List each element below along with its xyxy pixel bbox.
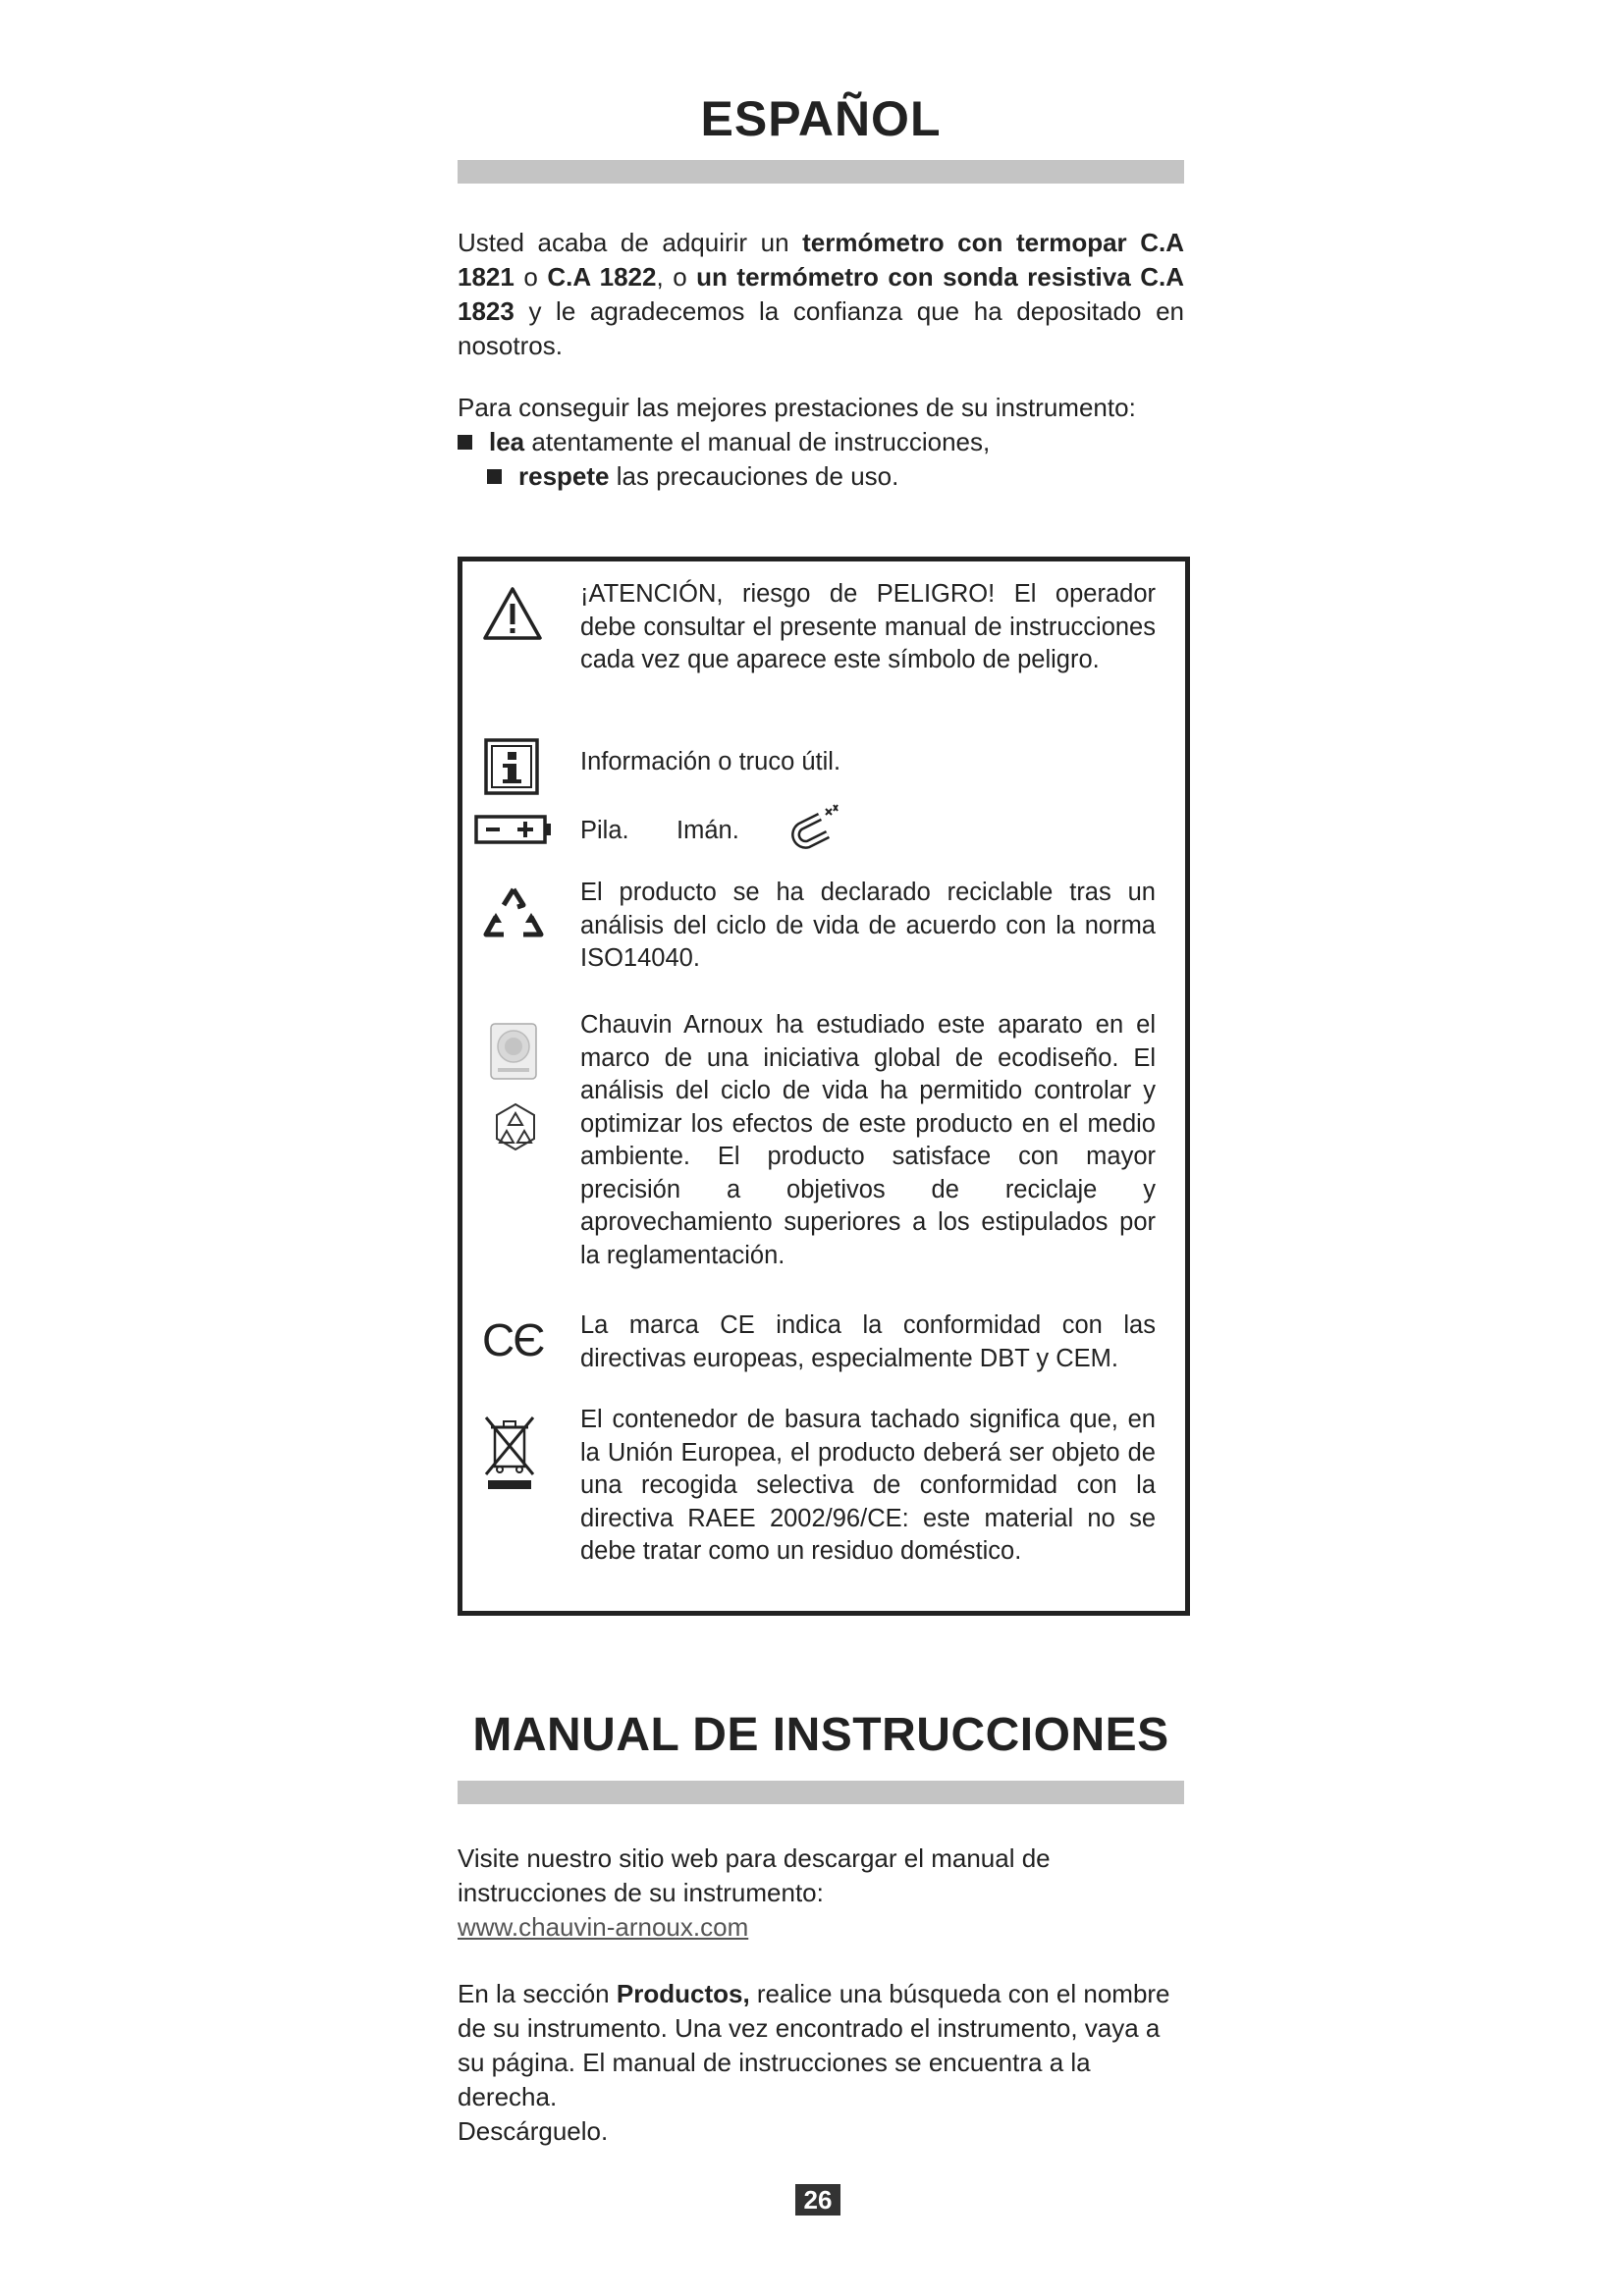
magnet-icon	[777, 803, 841, 854]
bullet-item: respete las precauciones de uso.	[487, 459, 1184, 494]
visit-text: Visite nuestro sitio web para descargar el manual de instrucciones de su instrumento:	[458, 1843, 1051, 1907]
visit-paragraph	[458, 1842, 1184, 1945]
symbols-box	[458, 557, 1190, 1616]
battery-icon	[474, 814, 553, 845]
weee-bin-icon	[482, 1414, 537, 1490]
recycle-icon	[482, 885, 545, 944]
website-link[interactable]: www.chauvin-arnoux.com	[458, 1912, 749, 1942]
search-instructions: En la sección Productos, realice una búsqueda con el nombre de su instrumento. Una vez encontrado el instrumento, vaya a su página. El manual de instrucciones se encuentra a la derecha.	[458, 1979, 1170, 2111]
ecodesign-description: Chauvin Arnoux ha estudiado este aparato en el marco de una iniciativa global de ecodiseño. El análisis del ciclo de vida ha permitido controlar y optimizar los efectos de este producto en el medio ambiente. El producto satisface con mayor precisión a objetivos de reciclaje y aprovechamiento superiores a los estipulados por la reglamentación.	[580, 1011, 1156, 1269]
eco-recycle-icon	[492, 1101, 539, 1152]
manual-heading: MANUAL DE INSTRUCCIONES	[472, 1709, 1169, 1761]
page-heading: ESPAÑOL	[700, 91, 942, 146]
recycle-description: El producto se ha declarado reciclable tras un análisis del ciclo de vida de acuerdo con la norma ISO14040.	[580, 879, 1156, 972]
usage-bullets	[458, 425, 1184, 494]
ecodesign-logo-icon	[490, 1023, 537, 1080]
intro-paragraph: Usted acaba de adquirir un termómetro con termopar C.A 1821 o C.A 1822, o un termómetro con sonda resistiva C.A 1823 y le agradecemos la confianza que ha depositado en nosotros.	[458, 228, 1184, 360]
info-description: Información o truco útil.	[580, 748, 841, 775]
warning-description: ¡ATENCIÓN, riesgo de PELIGRO! El operador debe consultar el presente manual de instrucciones cada vez que aparece este símbolo de peligro.	[580, 580, 1156, 673]
usage-lead: Para conseguir las mejores prestaciones de su instrumento:	[458, 393, 1136, 422]
battery-description: Pila.	[580, 817, 629, 844]
bullet-item: lea atentamente el manual de instrucciones,	[458, 425, 1184, 459]
warning-triangle-icon	[482, 586, 543, 641]
manual-heading-underline-bar	[458, 1781, 1184, 1804]
page-number: 26	[795, 2184, 840, 2216]
info-icon	[484, 738, 539, 795]
heading-underline-bar	[458, 160, 1184, 184]
ce-mark-icon: CЄ	[482, 1314, 544, 1365]
search-paragraph	[458, 1977, 1184, 2149]
magnet-description: Imán.	[677, 817, 739, 844]
usage-paragraph	[458, 391, 1184, 494]
ce-description: La marca CE indica la conformidad con las directivas europeas, especialmente DBT y CEM.	[580, 1311, 1156, 1372]
weee-description: El contenedor de basura tachado significa que, en la Unión Europea, el producto deberá ser objeto de una recogida selectiva de conformidad con la directiva RAEE 2002/96/CE: este material no se debe tratar como un residuo doméstico.	[580, 1406, 1156, 1565]
download-text: Descárguelo.	[458, 2116, 609, 2146]
